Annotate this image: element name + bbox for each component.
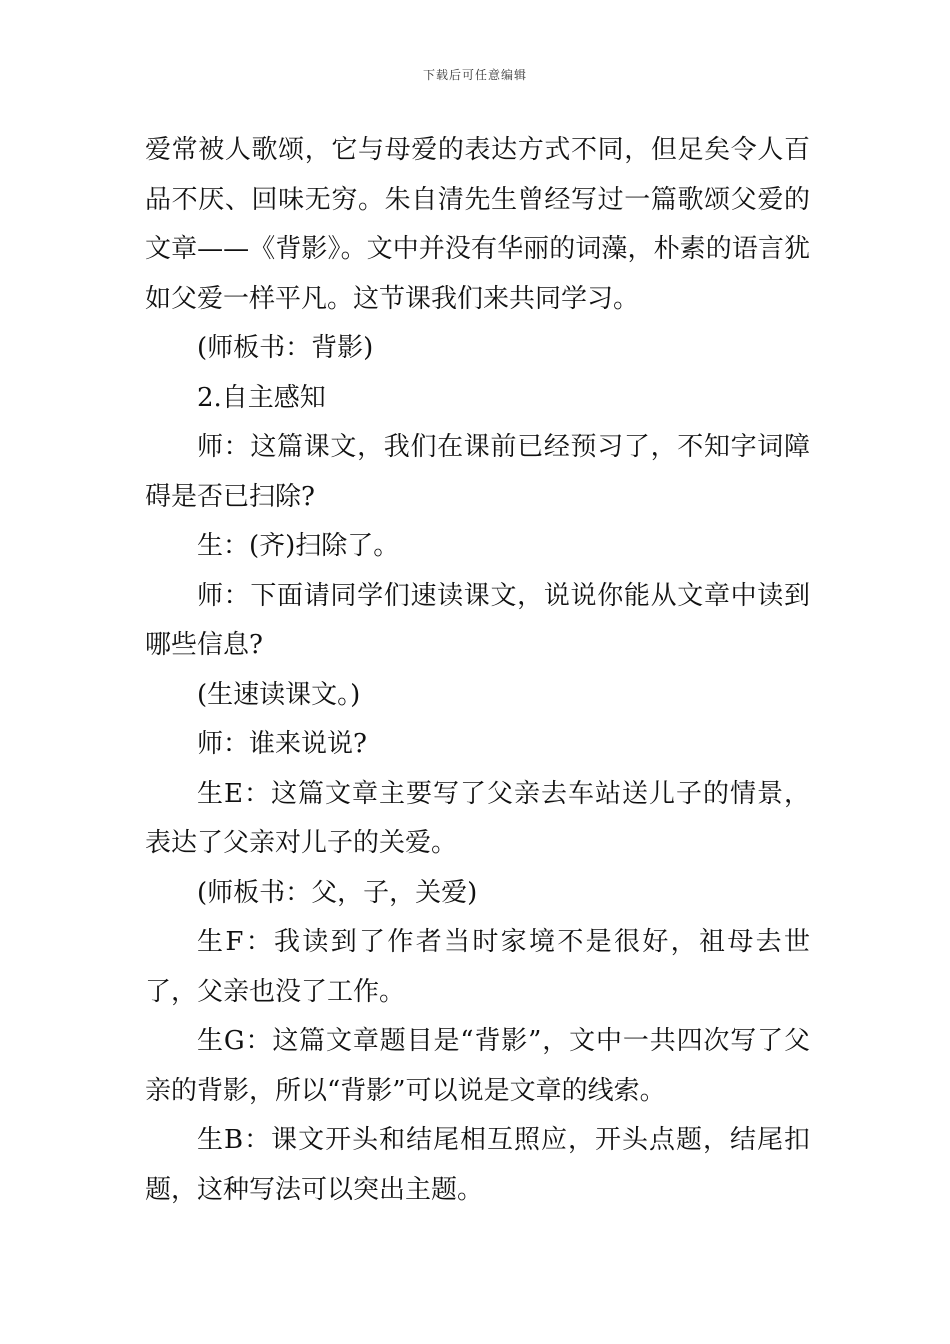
- paragraph-intro-continued: 爱常被人歌颂，它与母爱的表达方式不同，但足矣令人百品不厌、回味无穷。朱自清先生曾经写过一篇歌颂父爱的文章——《背影》。文中并没有华丽的词藻，朴素的语言犹如父爱一样平凡。这节课我们来共同学习。: [145, 135, 810, 314]
- section-heading-self-perception: 2.自主感知: [197, 382, 326, 413]
- paragraph-teacher-question: 师：这篇课文，我们在课前已经预习了，不知字词障碍是否已扫除?: [145, 432, 810, 512]
- paragraph-student-reading: (生速读课文。): [197, 679, 361, 710]
- paragraph-student-g: 生G：这篇文章题目是“背影”，文中一共四次写了父亲的背影，所以“背影”可以说是文章的线索。: [145, 1026, 810, 1106]
- paragraph-student-answer: 生：(齐)扫除了。: [197, 531, 400, 561]
- paragraph-teacher-instruction: 师：下面请同学们速读课文，说说你能从文章中读到哪些信息?: [145, 580, 810, 660]
- paragraph-student-e: 生E：这篇文章主要写了父亲去车站送儿子的情景，表达了父亲对儿子的关爱。: [145, 778, 810, 858]
- paragraph-student-f: 生F：我读到了作者当时家境不是很好，祖母去世了，父亲也没了工作。: [145, 927, 810, 1007]
- page-header: 下载后可任意编辑: [422, 68, 527, 82]
- document-body: [145, 126, 810, 1215]
- paragraph-teacher-prompt: 师：谁来说说?: [197, 729, 367, 759]
- paragraph-student-b: 生B：课文开头和结尾相互照应，开头点题，结尾扣题，这种写法可以突出主题。: [145, 1125, 810, 1205]
- paragraph-board-note-keywords: (师板书：父，子，关爱): [197, 877, 478, 908]
- paragraph-board-note-title: (师板书：背影): [197, 333, 374, 363]
